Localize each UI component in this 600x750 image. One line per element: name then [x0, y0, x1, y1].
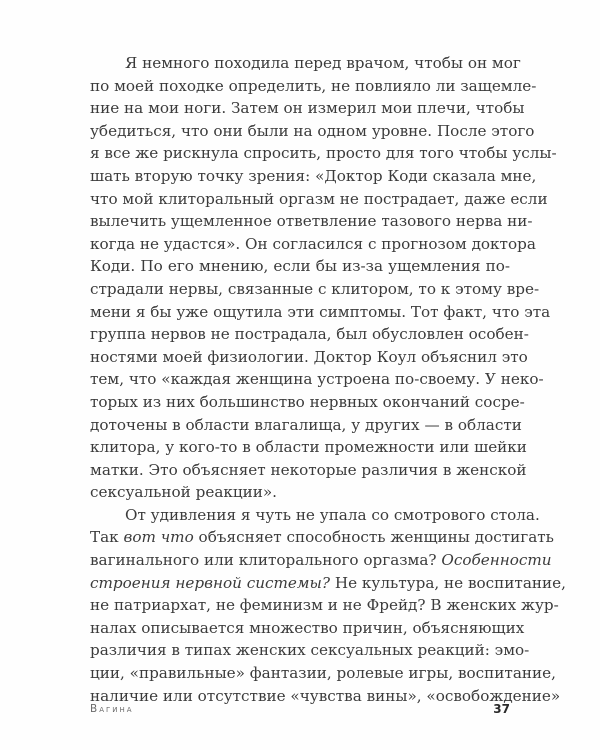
text-run: Так [90, 528, 124, 547]
text-run: объясняет способность женщины достигать [193, 528, 554, 547]
text-run: Не культура, не воспитание, [330, 573, 566, 592]
text-line: Я немного походила перед врачом, чтобы он мог [125, 54, 521, 72]
body-text [90, 52, 566, 707]
emphasis-text: Особенности [441, 551, 552, 570]
text-line: страдали нервы, связанные с клитором, то к этому вре- [90, 279, 540, 298]
text-line: по моей походке определить, не повлияло ли защемле- [90, 76, 537, 95]
text-line: ние на мои ноги. Затем он измерил мои плечи, чтобы [90, 99, 525, 118]
text-line: доточены в области влагалища, у других — в области [90, 415, 522, 434]
paragraph-1 [90, 52, 557, 504]
text-line: налах описывается множество причин, объясняющих [90, 618, 525, 637]
page-footer [90, 703, 510, 719]
text-line: матки. Это объясняет некоторые различия в женской [90, 460, 527, 479]
text-line: сексуальной реакции». [90, 483, 278, 502]
text-line: шать вторую точку зрения: «Доктор Коди сказала мне, [90, 166, 537, 185]
text-line: группа нервов не пострадала, был обусловлен особен- [90, 325, 529, 344]
text-line [90, 549, 552, 572]
text-line: клитора, у кого-то в области промежности или шейки [90, 438, 527, 457]
text-line: что мой клиторальный оргазм не пострадает, даже если [90, 189, 548, 208]
emphasis-text: строения нервной системы? [90, 573, 331, 592]
text-line: ции, «правильные» фантазии, ролевые игры, воспитание, [90, 664, 556, 683]
text-line: когда не удастся». Он согласился с прогнозом доктора [90, 234, 536, 253]
text-line [90, 526, 554, 549]
text-line: убедиться, что они были на одном уровне. После этого [90, 121, 535, 140]
text-line: торых из них большинство нервных окончаний сосре- [90, 392, 525, 411]
text-line [90, 572, 566, 595]
paragraph-2 [90, 504, 566, 707]
text-run: вагинального или клиторального оргазма? [90, 551, 442, 570]
text-line: вылечить ущемленное ответвление тазового нерва ни- [90, 212, 533, 231]
text-line: От удивления я чуть не упала со смотрового стола. [125, 505, 540, 524]
page-number: 37 [493, 702, 510, 716]
text-line: Коди. По его мнению, если бы из-за ущемления по- [90, 257, 510, 276]
running-title: Вагина [90, 703, 134, 715]
text-line: мени я бы уже ощутила эти симптомы. Тот факт, что эта [90, 302, 551, 321]
text-line: наличие или отсутствие «чувства вины», «освобождение» [90, 686, 561, 705]
emphasis-text: вот что [123, 528, 194, 547]
text-line: я все же рискнула спросить, просто для того чтобы услы- [90, 144, 557, 163]
text-line: тем, что «каждая женщина устроена по-своему. У неко- [90, 370, 544, 389]
text-line: не патриархат, не феминизм и не Фрейд? В женских жур- [90, 596, 559, 615]
text-line: ностями моей физиологии. Доктор Коул объяснил это [90, 347, 528, 366]
text-line: различия в типах женских сексуальных реакций: эмо- [90, 641, 530, 660]
